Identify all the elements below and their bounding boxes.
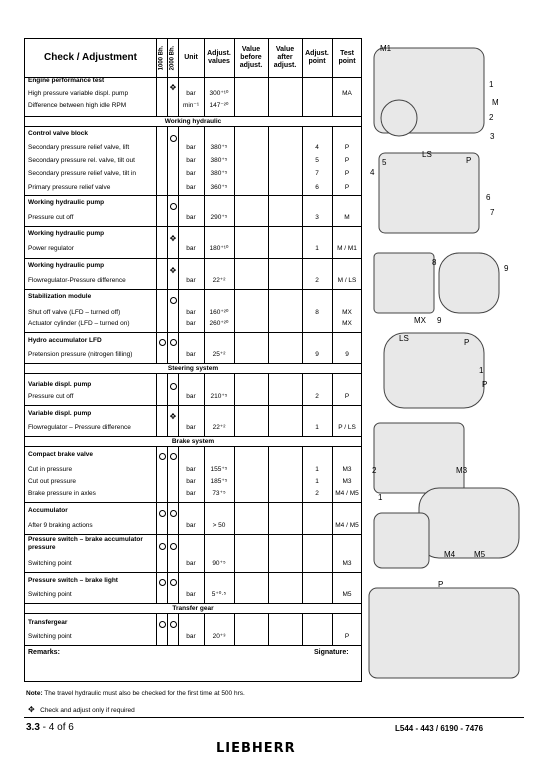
table-row: Hydro accumulator LFD <box>28 337 102 344</box>
table-row: Pressure switch – brake light <box>28 577 118 584</box>
transfer-gear-drawing <box>369 588 519 678</box>
h2000-header: 2000 Bh. <box>169 45 175 71</box>
h1000-header: 1000 Bh. <box>158 45 164 71</box>
table-row: Flowregulator – Pressure difference bar 22⁺² 1 P / LS <box>28 424 356 431</box>
adjust-required-icon: ✥ <box>169 234 177 243</box>
value-before-header: Value before adjust. <box>239 46 263 69</box>
table-row: Engine performance test <box>28 77 105 84</box>
check-circle-icon <box>168 297 178 306</box>
adjust-required-icon: ✥ <box>28 705 35 714</box>
check-circle-icon <box>157 579 167 588</box>
check-circle-icon <box>168 579 178 588</box>
table-header <box>25 39 361 78</box>
component-drawings <box>364 38 544 690</box>
unit-header: Unit <box>184 54 198 61</box>
table-row: Cut in pressure bar 155⁺⁵ 1 M3 <box>28 466 352 473</box>
illustrations: M1 1 M 2 3 5 LS P 4 6 7 8 9 MX 9 LS P 1 P 2 M3 1 M4 M5 P <box>364 38 544 690</box>
table-row: Transfergear <box>28 619 68 626</box>
check-circle-icon <box>157 543 167 552</box>
table-row: Secondary pressure relief valve, tilt in bar 380⁺⁵ 7 P <box>28 170 350 177</box>
table-row: Variable displ. pump <box>28 381 92 388</box>
table-row: Secondary pressure rel. valve, tilt out bar 380⁺⁵ 5 P <box>28 157 350 164</box>
remarks-label: Remarks: <box>28 649 60 656</box>
table-row: Compact brake valve <box>28 451 94 458</box>
table-row: Secondary pressure relief valve, lift bar 380⁺⁵ 4 P <box>28 144 350 151</box>
table-row: Control valve block <box>28 130 88 137</box>
check-circle-icon <box>157 621 167 630</box>
stabilization-module-drawing <box>374 253 434 313</box>
table-row: Pressure switch – brake accumulator pressure <box>28 536 143 551</box>
check-circle-icon <box>168 203 178 212</box>
liebherr-logo: LIEBHERR <box>216 741 296 756</box>
table-row: Stabilization module <box>28 293 92 300</box>
adjust-required-icon: ✥ <box>169 83 177 92</box>
brake-valve-drawing <box>374 423 464 493</box>
valve-block-drawing <box>379 153 479 233</box>
table-row: High pressure variable displ. pump bar 300⁺¹⁰ MA <box>28 90 352 97</box>
table-row: Primary pressure relief valve bar 360⁺⁵ 6 P <box>28 184 350 191</box>
table-row: Difference between high idle RPM min⁻¹ 147⁻²⁰ <box>28 102 229 109</box>
value-after-header: Value after adjust. <box>273 46 297 69</box>
check-circle-icon <box>168 383 178 392</box>
table-row: Shut off valve (LFD – turned off) bar 160⁺²⁰ 8 MX <box>28 309 352 316</box>
table-row: Pressure cut off bar 290⁺⁵ 3 M <box>28 214 350 221</box>
table-row: Power regulator bar 180⁺¹⁰ 1 M / M1 <box>28 245 357 252</box>
check-circle-icon <box>168 543 178 552</box>
check-circle-icon <box>157 453 167 462</box>
table-row: Working hydraulic pump <box>28 230 105 237</box>
section-working: Working hydraulic <box>25 116 361 127</box>
section-steering: Steering system <box>25 363 361 374</box>
table-row: Working hydraulic pump <box>28 262 105 269</box>
table-row: Pretension pressure (nitrogen filling) bar 25⁺² 9 9 <box>28 351 349 358</box>
table-row: Brake pressure in axles bar 73⁺⁵ 2 M4 / M5 <box>28 490 359 497</box>
page-number: 3.3 - 4 of 6 <box>26 722 74 733</box>
table-row: After 9 braking actions bar > 50 M4 / M5 <box>28 522 359 529</box>
table-row: Pressure cut off bar 210⁺⁵ 2 P <box>28 393 350 400</box>
adjust-required-icon: ✥ <box>169 412 177 421</box>
adjust-required-icon: ✥ <box>169 266 177 275</box>
table-row: Actuator cylinder (LFD – turned on) bar 260⁺²⁰ MX <box>28 320 352 327</box>
adjust-point-header: Adjust. point <box>305 50 329 65</box>
adjust-values-header: Adjust. values <box>207 50 231 65</box>
table-row: Switching point bar 5⁺⁰·⁵ M5 <box>28 591 352 598</box>
legend: ✥ Check and adjust only if required <box>28 705 135 714</box>
accumulator-drawing <box>419 488 519 558</box>
signature-label: Signature: <box>314 649 349 656</box>
remarks-box <box>25 645 361 681</box>
test-point-header: Test point <box>338 50 356 65</box>
note: Note: The travel hydraulic must also be checked for the first time at 500 hrs. <box>26 690 245 697</box>
section-brake: Brake system <box>25 436 361 447</box>
table-row: Variable displ. pump <box>28 410 92 417</box>
check-circle-icon <box>168 453 178 462</box>
check-circle-icon <box>157 339 167 348</box>
check-header: Check / Adjustment <box>44 52 137 63</box>
check-circle-icon <box>157 510 167 519</box>
section-transfer: Transfer gear <box>25 603 361 614</box>
check-circle-icon <box>168 510 178 519</box>
check-circle-icon <box>168 135 178 144</box>
table-row: Cut out pressure bar 185⁺⁵ 1 M3 <box>28 478 352 485</box>
table-row: Working hydraulic pump <box>28 199 105 206</box>
table-row: Switching point bar 20⁺³ P <box>28 633 350 640</box>
check-circle-icon <box>168 339 178 348</box>
table-row: Flowregulator-Pressure difference bar 22⁺² 2 M / LS <box>28 277 357 284</box>
check-circle-icon <box>168 621 178 630</box>
model-number: L544 - 443 / 6190 - 7476 <box>395 724 484 733</box>
table-row: Switching point bar 90⁺⁵ M3 <box>28 560 352 567</box>
table-row: Accumulator <box>28 507 68 514</box>
check-table <box>24 38 362 682</box>
